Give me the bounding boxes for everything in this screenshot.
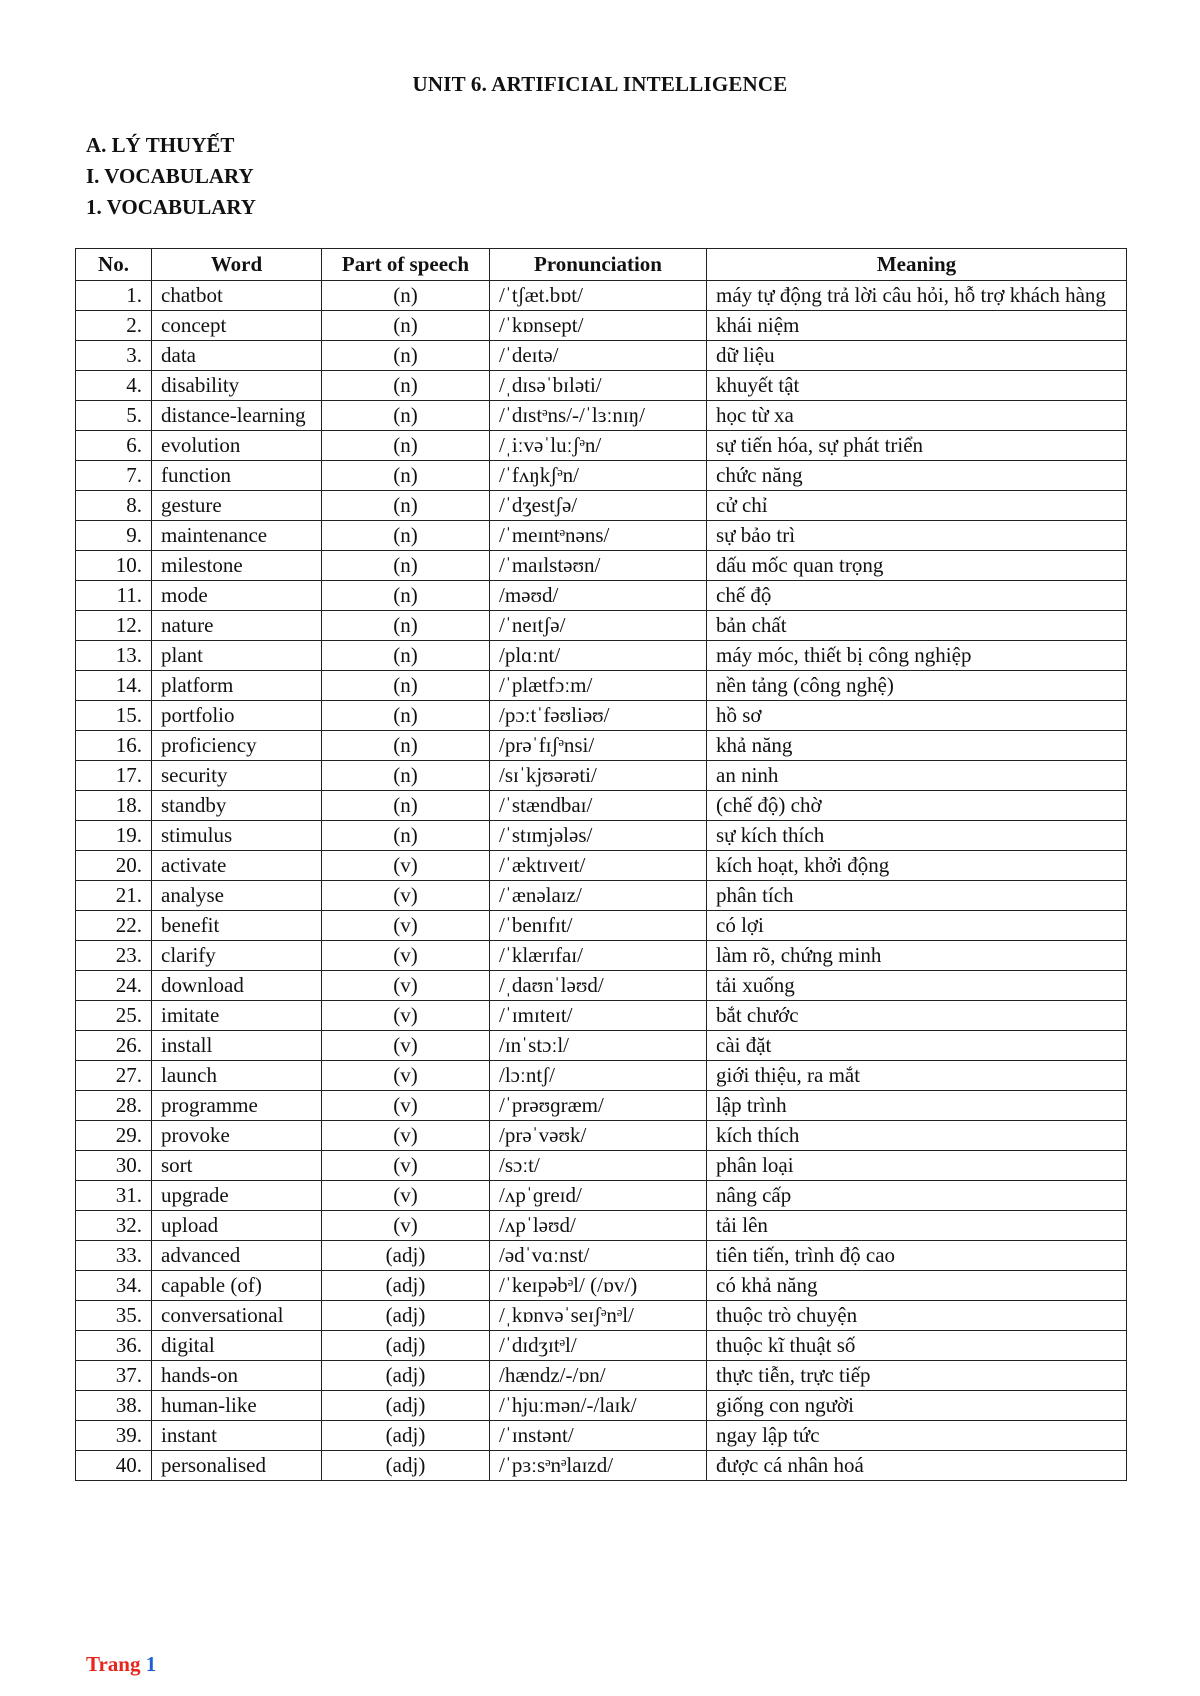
- row-number: 17.: [76, 761, 152, 791]
- row-number: 11.: [76, 581, 152, 611]
- pronunciation-cell: /ˈbenɪfɪt/: [490, 911, 707, 941]
- pronunciation-cell: /ˈkɒnsept/: [490, 311, 707, 341]
- part-of-speech-cell: (v): [322, 1061, 490, 1091]
- part-of-speech-cell: (adj): [322, 1301, 490, 1331]
- meaning-cell: sự kích thích: [707, 821, 1127, 851]
- row-number: 9.: [76, 521, 152, 551]
- row-number: 18.: [76, 791, 152, 821]
- pronunciation-cell: /ˌdɪsəˈbɪləti/: [490, 371, 707, 401]
- table-row: [76, 731, 1127, 761]
- section-a-heading: A. LÝ THUYẾT: [86, 133, 235, 157]
- word-cell: disability: [152, 371, 322, 401]
- row-number: 29.: [76, 1121, 152, 1151]
- pronunciation-cell: /prəˈfɪʃᵊnsi/: [490, 731, 707, 761]
- row-number: 35.: [76, 1301, 152, 1331]
- part-of-speech-cell: (n): [322, 611, 490, 641]
- part-of-speech-cell: (n): [322, 701, 490, 731]
- word-cell: launch: [152, 1061, 322, 1091]
- table-row: [76, 581, 1127, 611]
- table-row: [76, 701, 1127, 731]
- pronunciation-cell: /məʊd/: [490, 581, 707, 611]
- pronunciation-cell: /ˈplætfɔːm/: [490, 671, 707, 701]
- pronunciation-cell: /ˈænəlaɪz/: [490, 881, 707, 911]
- table-row: [76, 971, 1127, 1001]
- meaning-cell: tải lên: [707, 1211, 1127, 1241]
- pronunciation-cell: /lɔːntʃ/: [490, 1061, 707, 1091]
- row-number: 28.: [76, 1091, 152, 1121]
- row-number: 38.: [76, 1391, 152, 1421]
- header-word: Word: [152, 249, 322, 281]
- row-number: 39.: [76, 1421, 152, 1451]
- table-row: [76, 281, 1127, 311]
- part-of-speech-cell: (adj): [322, 1421, 490, 1451]
- row-number: 22.: [76, 911, 152, 941]
- part-of-speech-cell: (n): [322, 281, 490, 311]
- pronunciation-cell: /ˈkeɪpəbᵊl/ (/ɒv/): [490, 1271, 707, 1301]
- table-row: [76, 1001, 1127, 1031]
- table-row: [76, 1211, 1127, 1241]
- part-of-speech-cell: (v): [322, 881, 490, 911]
- word-cell: clarify: [152, 941, 322, 971]
- pronunciation-cell: /ʌpˈɡreɪd/: [490, 1181, 707, 1211]
- word-cell: proficiency: [152, 731, 322, 761]
- table-row: [76, 671, 1127, 701]
- meaning-cell: bắt chước: [707, 1001, 1127, 1031]
- section-headings: [86, 130, 256, 223]
- meaning-cell: lập trình: [707, 1091, 1127, 1121]
- part-of-speech-cell: (n): [322, 731, 490, 761]
- row-number: 2.: [76, 311, 152, 341]
- table-row: [76, 1271, 1127, 1301]
- table-row: [76, 521, 1127, 551]
- row-number: 20.: [76, 851, 152, 881]
- meaning-cell: máy móc, thiết bị công nghiệp: [707, 641, 1127, 671]
- pronunciation-cell: /ˌiːvəˈluːʃᵊn/: [490, 431, 707, 461]
- row-number: 16.: [76, 731, 152, 761]
- word-cell: security: [152, 761, 322, 791]
- row-number: 27.: [76, 1061, 152, 1091]
- table-row: [76, 1151, 1127, 1181]
- table-row: [76, 1391, 1127, 1421]
- row-number: 31.: [76, 1181, 152, 1211]
- row-number: 12.: [76, 611, 152, 641]
- pronunciation-cell: /ˈmaɪlstəʊn/: [490, 551, 707, 581]
- part-of-speech-cell: (v): [322, 941, 490, 971]
- vocabulary-table: [75, 248, 1127, 1481]
- word-cell: imitate: [152, 1001, 322, 1031]
- pronunciation-cell: /ˌdaʊnˈləʊd/: [490, 971, 707, 1001]
- word-cell: mode: [152, 581, 322, 611]
- row-number: 26.: [76, 1031, 152, 1061]
- meaning-cell: chức năng: [707, 461, 1127, 491]
- row-number: 4.: [76, 371, 152, 401]
- part-of-speech-cell: (n): [322, 491, 490, 521]
- word-cell: data: [152, 341, 322, 371]
- word-cell: plant: [152, 641, 322, 671]
- part-of-speech-cell: (adj): [322, 1451, 490, 1481]
- table-row: [76, 911, 1127, 941]
- meaning-cell: có khả năng: [707, 1271, 1127, 1301]
- pronunciation-cell: /sɪˈkjʊərəti/: [490, 761, 707, 791]
- table-row: [76, 341, 1127, 371]
- section-i-heading: I. VOCABULARY: [86, 164, 254, 188]
- table-body: [76, 281, 1127, 1481]
- part-of-speech-cell: (v): [322, 1151, 490, 1181]
- row-number: 19.: [76, 821, 152, 851]
- table-row: [76, 851, 1127, 881]
- pronunciation-cell: /plɑːnt/: [490, 641, 707, 671]
- meaning-cell: thuộc kĩ thuật số: [707, 1331, 1127, 1361]
- row-number: 34.: [76, 1271, 152, 1301]
- pronunciation-cell: /ˈdʒestʃə/: [490, 491, 707, 521]
- part-of-speech-cell: (n): [322, 791, 490, 821]
- meaning-cell: máy tự động trả lời câu hỏi, hỗ trợ khách hàng: [707, 281, 1127, 311]
- meaning-cell: thuộc trò chuyện: [707, 1301, 1127, 1331]
- word-cell: human-like: [152, 1391, 322, 1421]
- row-number: 7.: [76, 461, 152, 491]
- table-header-row: [76, 249, 1127, 281]
- pronunciation-cell: /ˈstændbaɪ/: [490, 791, 707, 821]
- row-number: 25.: [76, 1001, 152, 1031]
- table-row: [76, 431, 1127, 461]
- part-of-speech-cell: (n): [322, 371, 490, 401]
- table-row: [76, 641, 1127, 671]
- meaning-cell: ngay lập tức: [707, 1421, 1127, 1451]
- meaning-cell: khả năng: [707, 731, 1127, 761]
- table-row: [76, 821, 1127, 851]
- meaning-cell: tải xuống: [707, 971, 1127, 1001]
- part-of-speech-cell: (v): [322, 1211, 490, 1241]
- word-cell: standby: [152, 791, 322, 821]
- word-cell: upgrade: [152, 1181, 322, 1211]
- meaning-cell: phân loại: [707, 1151, 1127, 1181]
- row-number: 33.: [76, 1241, 152, 1271]
- part-of-speech-cell: (n): [322, 551, 490, 581]
- word-cell: nature: [152, 611, 322, 641]
- header-meaning: Meaning: [707, 249, 1127, 281]
- meaning-cell: sự tiến hóa, sự phát triển: [707, 431, 1127, 461]
- part-of-speech-cell: (v): [322, 1121, 490, 1151]
- word-cell: concept: [152, 311, 322, 341]
- meaning-cell: hồ sơ: [707, 701, 1127, 731]
- part-of-speech-cell: (adj): [322, 1271, 490, 1301]
- part-of-speech-cell: (n): [322, 461, 490, 491]
- row-number: 5.: [76, 401, 152, 431]
- part-of-speech-cell: (v): [322, 1001, 490, 1031]
- meaning-cell: cài đặt: [707, 1031, 1127, 1061]
- row-number: 14.: [76, 671, 152, 701]
- table-row: [76, 941, 1127, 971]
- table-row: [76, 401, 1127, 431]
- table-row: [76, 461, 1127, 491]
- meaning-cell: làm rõ, chứng minh: [707, 941, 1127, 971]
- word-cell: maintenance: [152, 521, 322, 551]
- meaning-cell: kích thích: [707, 1121, 1127, 1151]
- part-of-speech-cell: (n): [322, 341, 490, 371]
- word-cell: digital: [152, 1331, 322, 1361]
- row-number: 37.: [76, 1361, 152, 1391]
- pronunciation-cell: /ˈdɪstᵊns/-/ˈlɜːnɪŋ/: [490, 401, 707, 431]
- pronunciation-cell: /ˌkɒnvəˈseɪʃᵊnᵊl/: [490, 1301, 707, 1331]
- part-of-speech-cell: (n): [322, 521, 490, 551]
- pronunciation-cell: /ˈklærɪfaɪ/: [490, 941, 707, 971]
- header-pronunciation: Pronunciation: [490, 249, 707, 281]
- part-of-speech-cell: (adj): [322, 1391, 490, 1421]
- meaning-cell: dấu mốc quan trọng: [707, 551, 1127, 581]
- table-row: [76, 1121, 1127, 1151]
- pronunciation-cell: /ˈmeɪntᵊnəns/: [490, 521, 707, 551]
- meaning-cell: thực tiễn, trực tiếp: [707, 1361, 1127, 1391]
- meaning-cell: giới thiệu, ra mắt: [707, 1061, 1127, 1091]
- row-number: 15.: [76, 701, 152, 731]
- word-cell: chatbot: [152, 281, 322, 311]
- meaning-cell: có lợi: [707, 911, 1127, 941]
- meaning-cell: nâng cấp: [707, 1181, 1127, 1211]
- part-of-speech-cell: (n): [322, 761, 490, 791]
- table-row: [76, 1061, 1127, 1091]
- meaning-cell: dữ liệu: [707, 341, 1127, 371]
- word-cell: install: [152, 1031, 322, 1061]
- part-of-speech-cell: (v): [322, 851, 490, 881]
- pronunciation-cell: /hændz/-/ɒn/: [490, 1361, 707, 1391]
- row-number: 30.: [76, 1151, 152, 1181]
- part-of-speech-cell: (n): [322, 401, 490, 431]
- page-title: UNIT 6. ARTIFICIAL INTELLIGENCE: [412, 72, 788, 96]
- pronunciation-cell: /ˈhjuːmən/-/laɪk/: [490, 1391, 707, 1421]
- pronunciation-cell: /sɔːt/: [490, 1151, 707, 1181]
- pronunciation-cell: /ˈdeɪtə/: [490, 341, 707, 371]
- pronunciation-cell: /ˈɪmɪteɪt/: [490, 1001, 707, 1031]
- part-of-speech-cell: (v): [322, 1181, 490, 1211]
- table-row: [76, 311, 1127, 341]
- pronunciation-cell: /ˈɪnstənt/: [490, 1421, 707, 1451]
- row-number: 6.: [76, 431, 152, 461]
- part-of-speech-cell: (n): [322, 311, 490, 341]
- meaning-cell: khuyết tật: [707, 371, 1127, 401]
- row-number: 23.: [76, 941, 152, 971]
- row-number: 8.: [76, 491, 152, 521]
- pronunciation-cell: /ˈpɜːsᵊnᵊlaɪzd/: [490, 1451, 707, 1481]
- pronunciation-cell: /ˈdɪdʒɪtᵊl/: [490, 1331, 707, 1361]
- part-of-speech-cell: (n): [322, 821, 490, 851]
- table-row: [76, 1241, 1127, 1271]
- table-row: [76, 1361, 1127, 1391]
- meaning-cell: nền tảng (công nghệ): [707, 671, 1127, 701]
- row-number: 21.: [76, 881, 152, 911]
- meaning-cell: sự bảo trì: [707, 521, 1127, 551]
- word-cell: provoke: [152, 1121, 322, 1151]
- table-row: [76, 371, 1127, 401]
- pronunciation-cell: /ˈneɪtʃə/: [490, 611, 707, 641]
- part-of-speech-cell: (n): [322, 671, 490, 701]
- word-cell: advanced: [152, 1241, 322, 1271]
- row-number: 3.: [76, 341, 152, 371]
- word-cell: function: [152, 461, 322, 491]
- meaning-cell: giống con người: [707, 1391, 1127, 1421]
- meaning-cell: (chế độ) chờ: [707, 791, 1127, 821]
- table-row: [76, 1301, 1127, 1331]
- meaning-cell: được cá nhân hoá: [707, 1451, 1127, 1481]
- part-of-speech-cell: (n): [322, 431, 490, 461]
- meaning-cell: chế độ: [707, 581, 1127, 611]
- table-row: [76, 1451, 1127, 1481]
- part-of-speech-cell: (v): [322, 1031, 490, 1061]
- pronunciation-cell: /ˈstɪmjələs/: [490, 821, 707, 851]
- part-of-speech-cell: (n): [322, 641, 490, 671]
- table-row: [76, 1331, 1127, 1361]
- word-cell: personalised: [152, 1451, 322, 1481]
- word-cell: upload: [152, 1211, 322, 1241]
- part-of-speech-cell: (adj): [322, 1241, 490, 1271]
- table-row: [76, 491, 1127, 521]
- pronunciation-cell: /pɔːtˈfəʊliəʊ/: [490, 701, 707, 731]
- row-number: 10.: [76, 551, 152, 581]
- header-no: No.: [76, 249, 152, 281]
- footer-page-label: Trang: [86, 1652, 141, 1676]
- section-1-heading: 1. VOCABULARY: [86, 195, 256, 219]
- word-cell: programme: [152, 1091, 322, 1121]
- table-row: [76, 1421, 1127, 1451]
- word-cell: sort: [152, 1151, 322, 1181]
- pronunciation-cell: /ɪnˈstɔːl/: [490, 1031, 707, 1061]
- table-row: [76, 611, 1127, 641]
- word-cell: instant: [152, 1421, 322, 1451]
- word-cell: distance-learning: [152, 401, 322, 431]
- word-cell: portfolio: [152, 701, 322, 731]
- table-row: [76, 1091, 1127, 1121]
- meaning-cell: kích hoạt, khởi động: [707, 851, 1127, 881]
- table-row: [76, 791, 1127, 821]
- part-of-speech-cell: (v): [322, 1091, 490, 1121]
- word-cell: conversational: [152, 1301, 322, 1331]
- meaning-cell: an ninh: [707, 761, 1127, 791]
- word-cell: hands-on: [152, 1361, 322, 1391]
- table-row: [76, 1181, 1127, 1211]
- pronunciation-cell: /ədˈvɑːnst/: [490, 1241, 707, 1271]
- part-of-speech-cell: (v): [322, 911, 490, 941]
- part-of-speech-cell: (n): [322, 581, 490, 611]
- pronunciation-cell: /ˈfʌŋkʃᵊn/: [490, 461, 707, 491]
- word-cell: analyse: [152, 881, 322, 911]
- part-of-speech-cell: (adj): [322, 1361, 490, 1391]
- page-footer: [86, 1652, 156, 1677]
- table-row: [76, 551, 1127, 581]
- word-cell: activate: [152, 851, 322, 881]
- table-row: [76, 761, 1127, 791]
- pronunciation-cell: /ʌpˈləʊd/: [490, 1211, 707, 1241]
- table-row: [76, 1031, 1127, 1061]
- header-part-of-speech: Part of speech: [322, 249, 490, 281]
- part-of-speech-cell: (v): [322, 971, 490, 1001]
- word-cell: evolution: [152, 431, 322, 461]
- pronunciation-cell: /ˈtʃæt.bɒt/: [490, 281, 707, 311]
- word-cell: download: [152, 971, 322, 1001]
- row-number: 40.: [76, 1451, 152, 1481]
- pronunciation-cell: /ˈprəʊɡræm/: [490, 1091, 707, 1121]
- pronunciation-cell: /prəˈvəʊk/: [490, 1121, 707, 1151]
- part-of-speech-cell: (adj): [322, 1331, 490, 1361]
- word-cell: milestone: [152, 551, 322, 581]
- meaning-cell: học từ xa: [707, 401, 1127, 431]
- word-cell: capable (of): [152, 1271, 322, 1301]
- meaning-cell: cử chỉ: [707, 491, 1127, 521]
- meaning-cell: phân tích: [707, 881, 1127, 911]
- row-number: 24.: [76, 971, 152, 1001]
- row-number: 13.: [76, 641, 152, 671]
- meaning-cell: bản chất: [707, 611, 1127, 641]
- table-row: [76, 881, 1127, 911]
- footer-page-number: 1: [145, 1652, 157, 1676]
- meaning-cell: khái niệm: [707, 311, 1127, 341]
- word-cell: stimulus: [152, 821, 322, 851]
- row-number: 36.: [76, 1331, 152, 1361]
- meaning-cell: tiên tiến, trình độ cao: [707, 1241, 1127, 1271]
- word-cell: platform: [152, 671, 322, 701]
- row-number: 1.: [76, 281, 152, 311]
- pronunciation-cell: /ˈæktɪveɪt/: [490, 851, 707, 881]
- word-cell: gesture: [152, 491, 322, 521]
- row-number: 32.: [76, 1211, 152, 1241]
- word-cell: benefit: [152, 911, 322, 941]
